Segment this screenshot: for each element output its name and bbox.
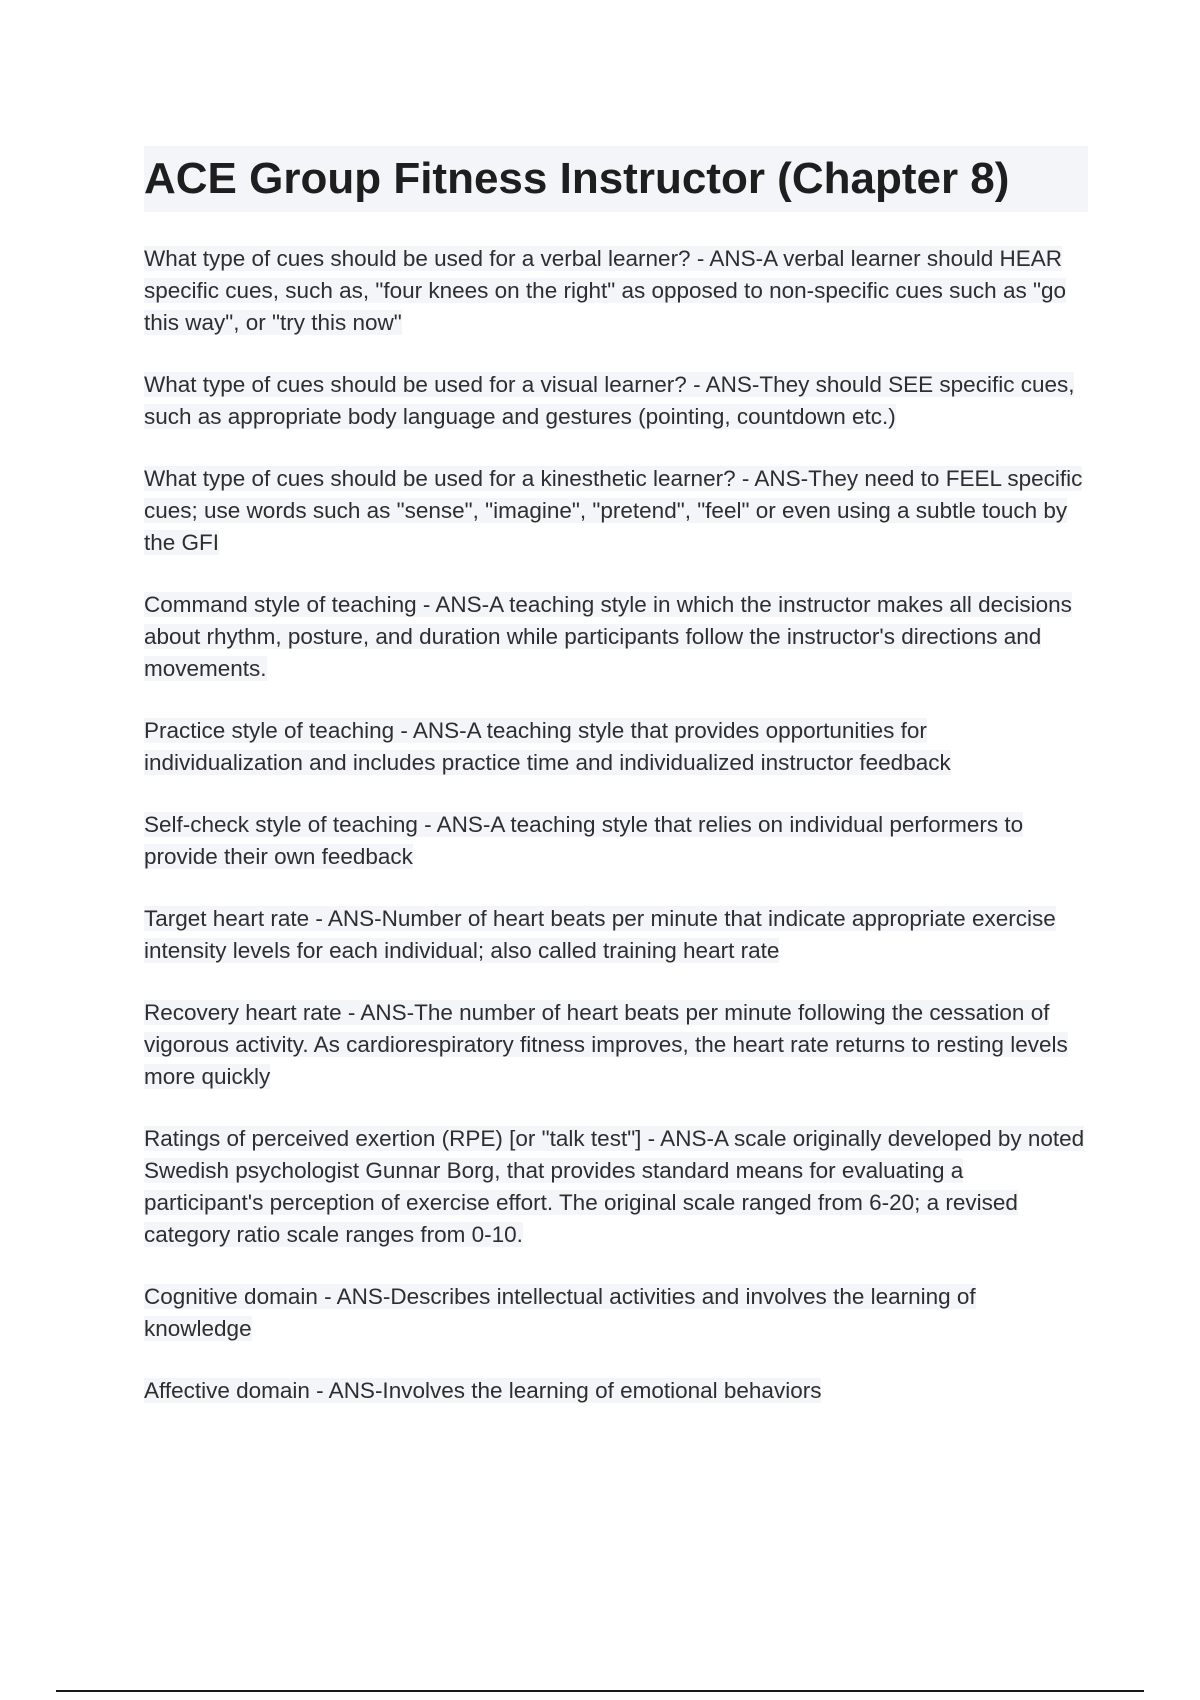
flashcard-text: Cognitive domain - ANS-Describes intellectual activities and involves the learning of knowledge	[144, 1284, 976, 1341]
flashcard-entry	[144, 369, 1088, 433]
flashcard-entry	[144, 1375, 1088, 1407]
flashcard-text: What type of cues should be used for a kinesthetic learner? - ANS-They need to FEEL specific cues; use words such as "sense", "imagine", "pretend", "feel" or even using a subtle touch by the GFI	[144, 466, 1083, 555]
flashcard-entry	[144, 589, 1088, 685]
flashcard-entry	[144, 1123, 1088, 1251]
flashcard-text: What type of cues should be used for a verbal learner? - ANS-A verbal learner should HEAR specific cues, such as, "four knees on the right" as opposed to non-specific cues such as "go this way", or "try this now"	[144, 246, 1066, 335]
flashcard-text: What type of cues should be used for a visual learner? - ANS-They should SEE specific cues, such as appropriate body language and gestures (pointing, countdown etc.)	[144, 372, 1075, 429]
flashcard-text: Command style of teaching - ANS-A teaching style in which the instructor makes all decisions about rhythm, posture, and duration while participants follow the instructor's directions and movements.	[144, 592, 1072, 681]
flashcard-entry	[144, 809, 1088, 873]
flashcard-entry	[144, 903, 1088, 967]
flashcard-entry	[144, 997, 1088, 1093]
flashcard-text: Practice style of teaching - ANS-A teaching style that provides opportunities for individualization and includes practice time and individualized instructor feedback	[144, 718, 951, 775]
flashcard-entry	[144, 463, 1088, 559]
footer-divider	[56, 1690, 1144, 1692]
flashcard-text: Target heart rate - ANS-Number of heart beats per minute that indicate appropriate exercise intensity levels for each individual; also called training heart rate	[144, 906, 1056, 963]
flashcard-list	[144, 243, 1088, 1437]
flashcard-entry	[144, 1281, 1088, 1345]
flashcard-entry	[144, 243, 1088, 339]
flashcard-text: Self-check style of teaching - ANS-A teaching style that relies on individual performers to provide their own feedback	[144, 812, 1024, 869]
flashcard-entry	[144, 715, 1088, 779]
page-title: ACE Group Fitness Instructor (Chapter 8)	[144, 146, 1088, 212]
flashcard-text: Ratings of perceived exertion (RPE) [or "talk test"] - ANS-A scale originally developed by noted Swedish psychologist Gunnar Borg, that provides standard means for evaluating a participant's perception of exercise effort. The original scale ranged from 6-20; a revised category ratio scale ranges from 0-10.	[144, 1126, 1085, 1247]
flashcard-text: Recovery heart rate - ANS-The number of heart beats per minute following the cessation of vigorous activity. As cardiorespiratory fitness improves, the heart rate returns to resting levels more quickly	[144, 1000, 1068, 1089]
flashcard-text: Affective domain - ANS-Involves the learning of emotional behaviors	[144, 1378, 822, 1403]
